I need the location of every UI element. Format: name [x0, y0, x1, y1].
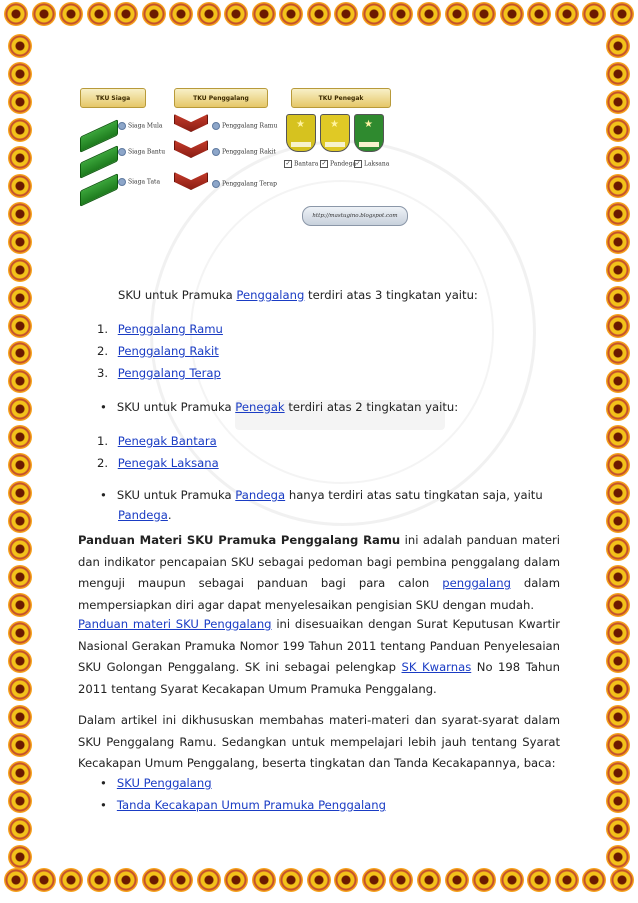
- flower-icon: [8, 62, 32, 86]
- siaga-label-text: Siaga Tata: [128, 178, 161, 186]
- flower-icon: [606, 397, 630, 421]
- link-pandega[interactable]: Pandega: [235, 488, 286, 502]
- bottom-border: [0, 868, 638, 902]
- flower-icon: [606, 649, 630, 673]
- list-item: [97, 434, 217, 448]
- flower-icon: [8, 397, 32, 421]
- flower-icon: [8, 705, 32, 729]
- penggalang-badge-3: [174, 172, 208, 190]
- pandega-badge: [320, 114, 350, 152]
- bullet-icon: •: [100, 488, 107, 502]
- flower-icon: [472, 2, 496, 26]
- bullet-icon: [212, 180, 220, 188]
- flower-icon: [582, 2, 606, 26]
- flower-icon: [87, 2, 111, 26]
- flower-icon: [59, 868, 83, 892]
- link-penegak-laksana[interactable]: Penegak Laksana: [117, 456, 219, 470]
- flower-icon: [8, 593, 32, 617]
- bullet-icon: [118, 148, 126, 156]
- flower-icon: [87, 868, 111, 892]
- bullet-icon: [118, 122, 126, 130]
- list-number: 1.: [97, 434, 109, 448]
- bullet-text-end: hanya terdiri atas satu tingkatan saja, yaitu: [285, 488, 543, 502]
- flower-icon: [606, 621, 630, 645]
- link-tanda-kecakapan[interactable]: Tanda Kecakapan Umum Pramuka Penggalang: [116, 798, 386, 812]
- left-border: [3, 34, 37, 869]
- link-penggalang-rakit[interactable]: Penggalang Rakit: [117, 344, 219, 358]
- flower-icon: [8, 146, 32, 170]
- flower-icon: [224, 868, 248, 892]
- bullet-icon: [212, 122, 220, 130]
- checkbox-icon: ✓: [285, 160, 291, 167]
- intro-text: SKU untuk Pramuka: [118, 288, 237, 302]
- flower-icon: [527, 868, 551, 892]
- flower-icon: [8, 314, 32, 338]
- blog-url-bubble: http://mastugino.blogspot.com: [302, 206, 408, 226]
- flower-icon: [197, 2, 221, 26]
- flower-icon: [8, 174, 32, 198]
- bullet-item-pandega-cont: [118, 508, 172, 522]
- flower-icon: [606, 286, 630, 310]
- link-penggalang-ramu[interactable]: Penggalang Ramu: [117, 322, 223, 336]
- flower-icon: [582, 868, 606, 892]
- flower-icon: [500, 868, 524, 892]
- flower-icon: [555, 868, 579, 892]
- flower-icon: [8, 453, 32, 477]
- flower-icon: [606, 733, 630, 757]
- flower-icon: [445, 2, 469, 26]
- flower-icon: [606, 369, 630, 393]
- flower-icon: [606, 481, 630, 505]
- bantara-badge: [286, 114, 316, 152]
- flower-icon: [252, 868, 276, 892]
- siaga-label-2: [118, 148, 165, 156]
- flower-icon: [8, 369, 32, 393]
- flower-icon: [606, 845, 630, 869]
- para2-text: ini disesuaikan dengan Surat Keputusan Kwartir Nasional Gerakan Pramuka Nomor 199 Tahun 2011 tentang Panduan Penyelesaian SKU Golongan Penggalang. SK ini sebagai pelengkap: [78, 617, 560, 674]
- flower-icon: [32, 868, 56, 892]
- laksana-badge: [354, 114, 384, 152]
- tab-siaga: TKU Siaga: [80, 88, 146, 108]
- flower-icon: [606, 90, 630, 114]
- bullet-icon: [118, 178, 126, 186]
- flower-icon: [169, 868, 193, 892]
- flower-icon: [606, 258, 630, 282]
- penegak-label-1: [284, 160, 318, 168]
- flower-icon: [606, 453, 630, 477]
- link-penggalang-para[interactable]: penggalang: [442, 576, 511, 590]
- siaga-label-text: Siaga Bantu: [128, 148, 166, 156]
- list-item: [97, 344, 219, 358]
- flower-icon: [610, 2, 634, 26]
- para1-bold: Panduan Materi SKU Pramuka Penggalang Ramu: [78, 533, 401, 547]
- flower-icon: [606, 341, 630, 365]
- list-number: 1.: [97, 322, 109, 336]
- flower-icon: [606, 146, 630, 170]
- bullet-icon: [212, 148, 220, 156]
- tab-penegak: TKU Penegak: [291, 88, 391, 108]
- flower-icon: [606, 62, 630, 86]
- link-pandega-2[interactable]: Pandega: [118, 508, 168, 522]
- flower-icon: [279, 868, 303, 892]
- flower-icon: [8, 537, 32, 561]
- flower-icon: [527, 2, 551, 26]
- flower-icon: [8, 621, 32, 645]
- flower-icon: [606, 705, 630, 729]
- flower-icon: [8, 286, 32, 310]
- penggalang-badge-1: [174, 114, 208, 132]
- flower-icon: [334, 868, 358, 892]
- flower-icon: [8, 425, 32, 449]
- paragraph-sk: [78, 614, 560, 700]
- flower-icon: [606, 202, 630, 226]
- flower-icon: [362, 2, 386, 26]
- flower-icon: [389, 2, 413, 26]
- flower-icon: [279, 2, 303, 26]
- para2-text-end: No 198 Tahun 2011 tentang Syarat Kecakapan Umum Pramuka Penggalang.: [78, 660, 561, 696]
- flower-icon: [389, 868, 413, 892]
- para3-text: Dalam artikel ini dikhususkan membahas materi-materi dan syarat-syarat dalam SKU Penggalang Ramu. Sedangkan untuk mempelajari lebih jauh tentang Syarat Kecakapan Umum Penggalang, beserta tingkatan dan Tanda Kecakapannya, baca:: [78, 713, 560, 770]
- penegak-label-text: Pandega: [330, 160, 357, 168]
- bullet-text: SKU untuk Pramuka: [116, 400, 236, 414]
- flower-icon: [114, 2, 138, 26]
- penggalang-label-text: Penggalang Rakit: [222, 148, 276, 156]
- link-penegak-bantara[interactable]: Penegak Bantara: [117, 434, 217, 448]
- list-item: [97, 456, 219, 470]
- flower-icon: [610, 868, 634, 892]
- link-sku-penggalang[interactable]: SKU Penggalang: [116, 776, 212, 790]
- flower-icon: [8, 90, 32, 114]
- bullet-icon: •: [100, 798, 107, 812]
- flower-icon: [307, 868, 331, 892]
- siaga-badge-3: [80, 173, 118, 207]
- flower-icon: [8, 565, 32, 589]
- flower-icon: [8, 481, 32, 505]
- flower-icon: [59, 2, 83, 26]
- penggalang-label-text: Penggalang Terap: [222, 180, 277, 188]
- siaga-label-text: Siaga Mula: [128, 122, 163, 130]
- list-item: [97, 366, 221, 380]
- flower-icon: [8, 118, 32, 142]
- flower-icon: [8, 677, 32, 701]
- penegak-label-text: Laksana: [364, 160, 390, 168]
- star-icon: ★: [296, 119, 305, 130]
- paragraph-artikel: [78, 710, 560, 775]
- flower-icon: [606, 537, 630, 561]
- flower-icon: [32, 2, 56, 26]
- penegak-label-text: Bantara: [294, 160, 319, 168]
- top-border: [0, 2, 638, 36]
- bottom-link-item: [100, 776, 212, 790]
- right-border: [601, 34, 635, 869]
- flower-icon: [500, 2, 524, 26]
- flower-icon: [8, 733, 32, 757]
- flower-icon: [8, 341, 32, 365]
- link-penggalang[interactable]: Penggalang: [236, 288, 305, 302]
- flower-icon: [114, 868, 138, 892]
- flower-icon: [8, 230, 32, 254]
- flower-icon: [8, 34, 32, 58]
- list-item: [97, 322, 223, 336]
- link-panduan-materi-sku[interactable]: Panduan materi SKU Penggalang: [78, 617, 272, 631]
- para1-text: ini adalah panduan materi dan indikator pencapaian SKU sebagai pedoman bagi pembina penggalang dalam menguji maupun sebagai panduan bagi para calon: [78, 533, 560, 590]
- penegak-label-3: [354, 160, 389, 168]
- link-penegak[interactable]: Penegak: [235, 400, 285, 414]
- bottom-link-item: [100, 798, 386, 812]
- siaga-label-1: [118, 122, 162, 130]
- penggalang-label-3: [212, 180, 277, 188]
- flower-icon: [606, 817, 630, 841]
- list-number: 2.: [97, 344, 109, 358]
- checkbox-icon: ✓: [355, 160, 361, 167]
- list-number: 3.: [97, 366, 109, 380]
- flower-icon: [8, 817, 32, 841]
- flower-icon: [606, 677, 630, 701]
- bullet-icon: •: [100, 776, 107, 790]
- flower-icon: [606, 761, 630, 785]
- flower-icon: [8, 649, 32, 673]
- flower-icon: [8, 789, 32, 813]
- flower-icon: [334, 2, 358, 26]
- link-sk-kwarnas[interactable]: SK Kwarnas: [401, 660, 472, 674]
- flower-icon: [142, 2, 166, 26]
- flower-icon: [417, 2, 441, 26]
- penggalang-label-2: [212, 148, 276, 156]
- penegak-label-2: [320, 160, 356, 168]
- flower-icon: [197, 868, 221, 892]
- flower-icon: [606, 174, 630, 198]
- flower-icon: [472, 868, 496, 892]
- bullet-icon: •: [100, 400, 107, 414]
- tab-penggalang: TKU Penggalang: [174, 88, 268, 108]
- flower-icon: [606, 593, 630, 617]
- flower-icon: [224, 2, 248, 26]
- flower-icon: [4, 2, 28, 26]
- flower-icon: [445, 868, 469, 892]
- flower-icon: [606, 118, 630, 142]
- flower-icon: [8, 258, 32, 282]
- flower-icon: [606, 230, 630, 254]
- flower-icon: [606, 509, 630, 533]
- intro-text-end: terdiri atas 3 tingkatan yaitu:: [304, 288, 478, 302]
- flower-icon: [169, 2, 193, 26]
- para1-text-end: dalam mempersiapkan diri agar dapat menyelesaikan pengisian SKU dengan mudah.: [78, 576, 560, 612]
- tku-badges-image: [74, 88, 414, 230]
- flower-icon: [606, 34, 630, 58]
- flower-icon: [606, 425, 630, 449]
- star-icon: ★: [330, 119, 339, 130]
- flower-icon: [555, 2, 579, 26]
- flower-icon: [606, 789, 630, 813]
- link-penggalang-terap[interactable]: Penggalang Terap: [117, 366, 221, 380]
- flower-icon: [4, 868, 28, 892]
- flower-icon: [252, 2, 276, 26]
- flower-icon: [606, 314, 630, 338]
- bullet-item-pandega: [100, 488, 543, 502]
- bullet-item-penegak: [100, 400, 458, 414]
- intro-line: [118, 288, 478, 302]
- flower-icon: [307, 2, 331, 26]
- bullet-text: SKU untuk Pramuka: [116, 488, 236, 502]
- penggalang-label-text: Penggalang Ramu: [222, 122, 278, 130]
- period-text: .: [167, 508, 172, 522]
- bullet-text-end: terdiri atas 2 tingkatan yaitu:: [284, 400, 459, 414]
- flower-icon: [8, 202, 32, 226]
- star-icon: ★: [364, 119, 373, 130]
- flower-icon: [606, 565, 630, 589]
- list-number: 2.: [97, 456, 109, 470]
- flower-icon: [8, 761, 32, 785]
- flower-icon: [8, 509, 32, 533]
- siaga-label-3: [118, 178, 160, 186]
- paragraph-panduan-materi: [78, 530, 560, 616]
- flower-icon: [8, 845, 32, 869]
- flower-icon: [417, 868, 441, 892]
- flower-icon: [142, 868, 166, 892]
- penggalang-badge-2: [174, 140, 208, 158]
- checkbox-icon: ✓: [321, 160, 327, 167]
- penggalang-label-1: [212, 122, 277, 130]
- flower-icon: [362, 868, 386, 892]
